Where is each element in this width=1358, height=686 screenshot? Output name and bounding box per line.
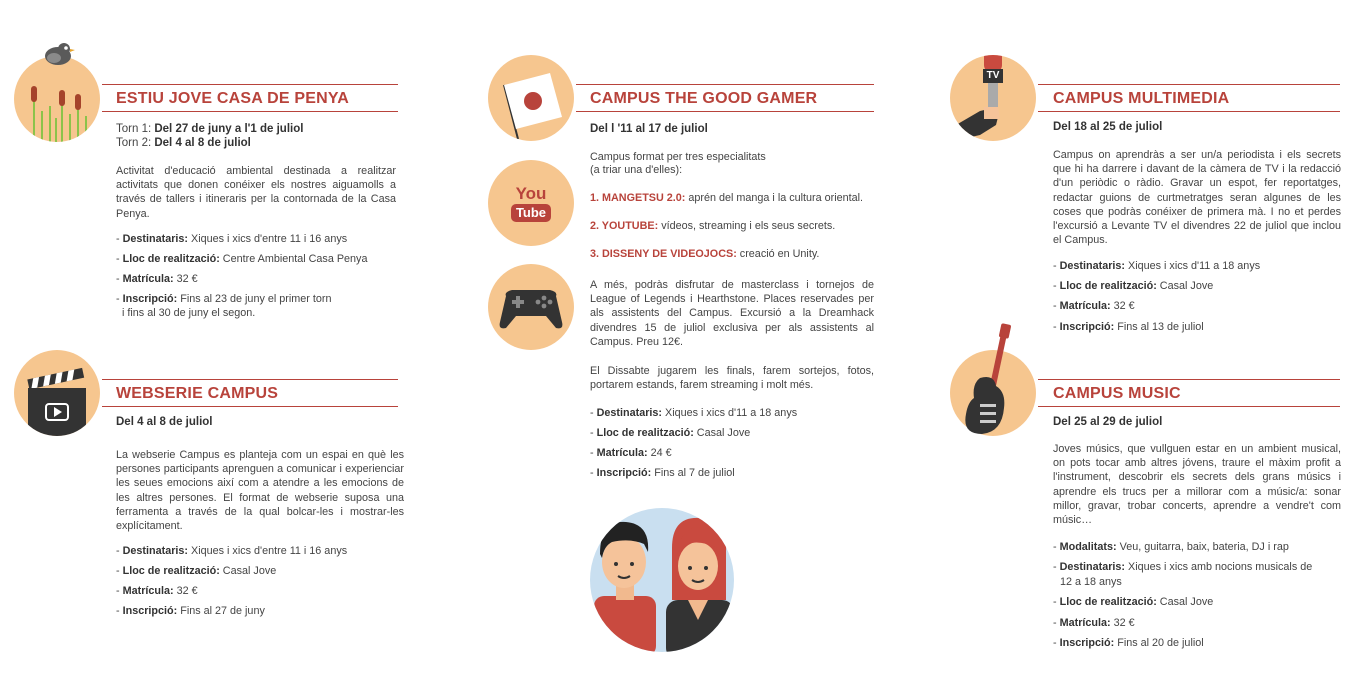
dates: Del 18 al 25 de juliol [1053, 121, 1163, 133]
intro-line1: Campus format per tres especialitats [590, 151, 766, 163]
guitar-icon [960, 322, 1020, 443]
specialty-3: 3. DISSENY DE VIDEOJOCS: creació en Unity. [590, 248, 820, 260]
section-title-music: CAMPUS MUSIC [1053, 385, 1181, 402]
divider [102, 379, 398, 380]
dates: Del l '11 al 17 de juliol [590, 123, 708, 135]
torn1: Torn 1: Del 27 de juny a l'1 de juliol [116, 123, 304, 135]
detail-inscripcio: - Inscripció: Fins al 20 de juliol [1053, 637, 1204, 649]
divider [102, 84, 398, 85]
bird-icon [40, 40, 76, 73]
dates: Del 25 al 29 de juliol [1053, 416, 1163, 428]
detail-lloc: - Lloc de realització: Casal Jove [116, 565, 277, 577]
dates: Del 4 al 8 de juliol [116, 416, 213, 428]
detail-destinataris: - Destinataris: Xiques i xics d'11 a 18 anys [590, 407, 798, 419]
clapperboard-illustration [14, 350, 100, 436]
youtube-you: You [515, 184, 547, 203]
detail-matricula: - Matrícula: 32 € [116, 273, 198, 285]
detail-matricula: - Matrícula: 32 € [116, 585, 198, 597]
youtube-illustration [488, 160, 574, 246]
detail-modalitats: - Modalitats: Veu, guitarra, baix, bateria, DJ i rap [1053, 541, 1289, 553]
section-title-webserie: WEBSERIE CAMPUS [116, 385, 279, 402]
detail-inscripcio: - Inscripció: Fins al 27 de juny [116, 605, 265, 617]
section-title-multimedia: CAMPUS MULTIMEDIA [1053, 90, 1230, 107]
description: Campus on aprendràs a ser un/a periodista i els secrets que hi ha darrere i davant de la càmera de TV i la redacció d'un periòdic o ràdio. Gravar un espot, fer reportatges, redactar guions de curtmetratges seran algunes de les coses que podràs conéixer de primera mà. I no et perdes l'excursió a Levante TV el divendres 22 de juliol que inclou el Campus. [1053, 149, 1341, 247]
detail-lloc: - Lloc de realització: Casal Jove [1053, 596, 1214, 608]
detail-lloc: - Lloc de realització: Casal Jove [1053, 280, 1214, 292]
gamepad-illustration [488, 264, 574, 350]
detail-destinataris-line2: 12 a 18 anys [1060, 576, 1122, 588]
detail-matricula: - Matrícula: 24 € [590, 447, 672, 459]
section-title-estiu: ESTIU JOVE CASA DE PENYA [116, 90, 350, 107]
detail-destinataris: - Destinataris: Xiques i xics d'11 a 18 anys [1053, 260, 1261, 272]
tv-label: TV [986, 70, 1000, 81]
clapperboard-icon [14, 350, 100, 436]
description: La webserie Campus es planteja com un espai en què les persones participants aprenguen a comunicar i experienciar les seues emocions així com a atendre a les emocions de les altres persones. El format de webserie suposa una ferramenta a través de la qual bolcar-les i mostrar-les explícitament. [116, 449, 404, 533]
section-title-gamer: CAMPUS THE GOOD GAMER [590, 90, 818, 107]
divider [1038, 406, 1340, 407]
description: Joves músics, que vullguen estar en un ambient musical, on pots tocar amb altres jóvens, traure el màxim profit a l'instrument, descobrir els secrets dels grans músics i aprendre els trucs per a millorar com a músic/a: sonar millor, gravar, trobar concerts, aprendre a vendre't com músic… [1053, 443, 1341, 527]
specialty-2: 2. YOUTUBE: vídeos, streaming i els seus secrets. [590, 220, 836, 232]
detail-inscripcio: - Inscripció: Fins al 23 de juny el primer torn [116, 293, 332, 305]
detail-inscripcio: - Inscripció: Fins al 13 de juliol [1053, 321, 1204, 333]
divider [102, 406, 398, 407]
detail-matricula: - Matrícula: 32 € [1053, 300, 1135, 312]
detail-destinataris: - Destinataris: Xiques i xics d'entre 11 i 16 anys [116, 233, 348, 245]
divider [1038, 379, 1340, 380]
japan-flag-illustration [488, 55, 574, 141]
detail-lloc: - Lloc de realització: Casal Jove [590, 427, 751, 439]
detail-destinataris: - Destinataris: Xiques i xics d'entre 11 i 16 anys [116, 545, 348, 557]
youtube-tube: Tube [511, 204, 551, 222]
young-people-illustration [590, 508, 734, 652]
detail-inscripcio-line2: i fins al 30 de juny el segon. [122, 307, 256, 319]
divider [576, 111, 874, 112]
microphone-illustration [950, 55, 1036, 141]
description-2: El Dissabte jugarem les finals, farem sortejos, fotos, portarem estands, farem streaming i molt més. [590, 365, 874, 392]
divider [1038, 111, 1340, 112]
detail-destinataris: - Destinataris: Xiques i xics amb nocions musicals de [1053, 561, 1313, 573]
people-icon [590, 508, 734, 652]
divider [102, 111, 398, 112]
torn2: Torn 2: Del 4 al 8 de juliol [116, 137, 251, 149]
detail-matricula: - Matrícula: 32 € [1053, 617, 1135, 629]
description: Activitat d'educació ambiental destinada a realitzar activitats que donen conéixer els nostres aiguamolls a través de tallers i itineraris per la contornada de la Casa Penya. [116, 165, 396, 220]
detail-inscripcio: - Inscripció: Fins al 7 de juliol [590, 467, 735, 479]
flag-icon [488, 55, 574, 141]
specialty-1: 1. MANGETSU 2.0: aprén del manga i la cultura oriental. [590, 192, 864, 204]
tv-microphone-icon [950, 55, 1036, 141]
gamepad-icon [488, 264, 574, 350]
description-1: A més, podràs disfrutar de masterclass i tornejos de League of Legends i Hearthstone. Places reservades per als assistents del Campus. Excursió a la Dreamhack divendres 15 de juliol exclusiva per als assistents al Campus. Preu 12€. [590, 279, 874, 348]
intro-line2: (a triar una d'elles): [590, 164, 683, 176]
detail-lloc: - Lloc de realització: Centre Ambiental Casa Penya [116, 253, 368, 265]
divider [1038, 84, 1340, 85]
divider [576, 84, 874, 85]
